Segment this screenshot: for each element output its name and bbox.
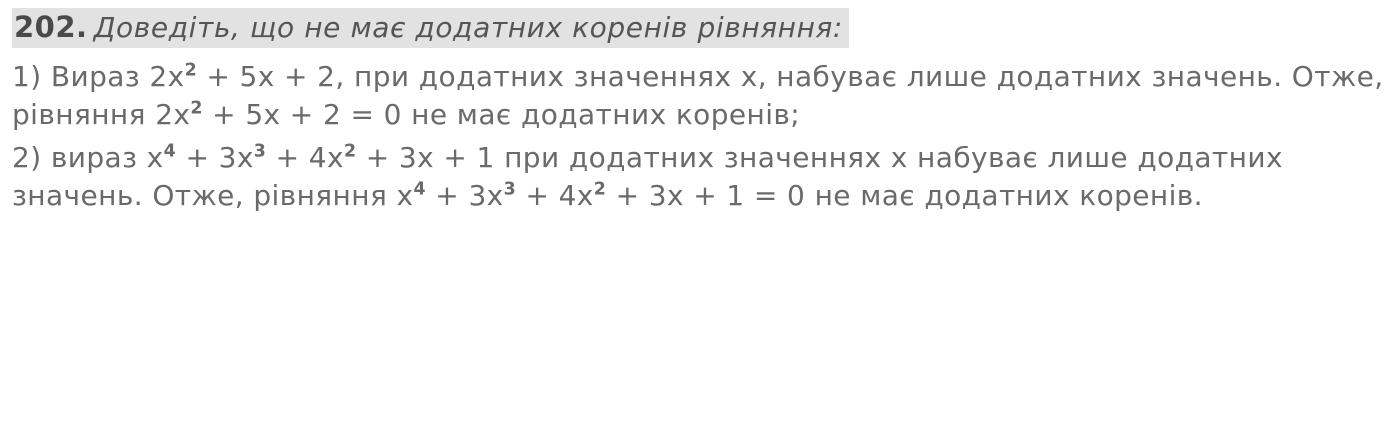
solutions-body — [12, 58, 1384, 215]
exponent: 2 — [593, 179, 607, 200]
solution-1-marker: 1) — [12, 60, 42, 93]
solution-2-text-c: $x^4 + 3x^3 + 4x^2 + 3x + 1 = 0$ — [396, 179, 806, 213]
solution-2-text-a: вираз $x^4 + 3x^3 + 4x^2 + 3x + 1$ — [50, 140, 495, 174]
exercise-prompt: Доведіть, що не має додатних коренів рівняння: — [93, 11, 843, 44]
exercise-heading — [12, 8, 849, 48]
exponent: 3 — [253, 141, 267, 162]
exponent: 4 — [413, 179, 426, 200]
solution-item-2 — [12, 139, 1384, 216]
solution-1-text-a: Вираз $2x^2 + 5x + 2$, — [50, 60, 345, 93]
exercise-number: 202. — [14, 10, 88, 44]
solution-1-text-c: $2x^2 + 5x + 2 = 0$ — [155, 98, 402, 132]
solution-2-text-d: не має додатних коренів. — [814, 179, 1203, 213]
exponent: 2 — [190, 99, 203, 120]
solution-2-marker: 2) — [12, 140, 42, 174]
exponent: 2 — [343, 141, 357, 162]
exponent: 3 — [503, 179, 517, 200]
exponent: 2 — [184, 60, 198, 81]
solution-item-1 — [12, 58, 1384, 135]
exponent: 4 — [163, 141, 177, 162]
solution-1-text-d: не має додатних коренів; — [411, 98, 801, 132]
solution-2-text-b: при додатних значеннях x набуває лише додатних значень. Отже, рівняння — [12, 140, 1283, 213]
solution-1-text-b: при додатних значеннях x, набуває лише додатних значень. Отже, рівняння — [12, 60, 1384, 132]
